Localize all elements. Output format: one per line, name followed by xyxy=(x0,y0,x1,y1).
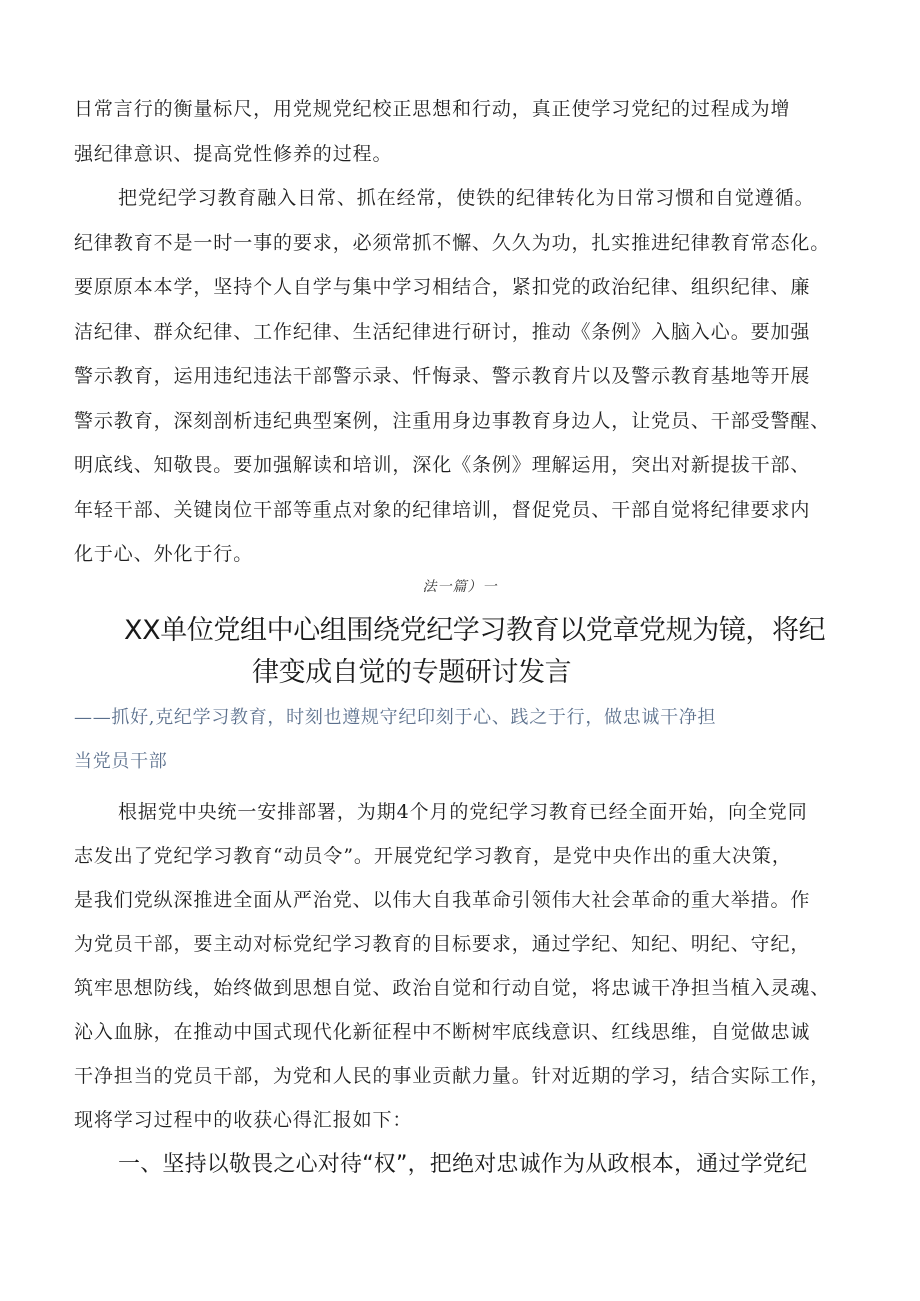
document-title: 律变成自觉的专题研讨发言 xyxy=(252,657,572,688)
paragraph-line: 筑牢思想防线，始终做到思想自觉、政治自觉和行动自觉，将忠诚干净担当植入灵魂、 xyxy=(74,977,831,999)
paragraph-line: 干净担当的党员干部，为党和人民的事业贡献力量。针对近期的学习，结合实际工作， xyxy=(74,1065,831,1087)
intro-line: 强纪律意识、提高党性修养的过程。 xyxy=(74,143,393,165)
document-subtitle: 当党员干部 xyxy=(74,751,168,772)
paragraph-line: 沁入血脉，在推动中国式现代化新征程中不断树牢底线意识、红线思维，自觉做忠诚 xyxy=(74,1021,811,1043)
paragraph-line: 要原原本本学，坚持个人自学与集中学习相结合，紧扣党的政治纪律、组织纪律、廉 xyxy=(74,276,811,298)
section-heading: 一、坚持以敬畏之心对待“权”，把绝对忠诚作为从政根本，通过学党纪 xyxy=(118,1152,808,1177)
paragraph-line: 警示教育，深刻剖析违纪典型案例，注重用身边事教育身边人，让党员、干部受警醒、 xyxy=(74,410,831,432)
paragraph-line: 年轻干部、关键岗位干部等重点对象的纪律培训，督促党员、干部自觉将纪律要求内 xyxy=(74,499,811,521)
paragraph-line: 明底线、知敬畏。要加强解读和培训，深化《条例》理解运用，突出对新提拔干部、 xyxy=(74,454,811,476)
paragraph-line: 为党员干部，要主动对标党纪学习教育的目标要求，通过学纪、知纪、明纪、守纪， xyxy=(74,933,811,955)
paragraph-line: 现将学习过程中的收获心得汇报如下： xyxy=(74,1109,413,1131)
document-subtitle: ——抓好,克纪学习教育，时刻也遵规守纪印刻于心、践之于行，做忠诚干净担 xyxy=(74,707,717,728)
document-title: XX单位党组中心组围绕党纪学习教育以党章党规为镜，将纪 xyxy=(124,615,826,646)
paragraph-line: 是我们党纵深推进全面从严治党、以伟大自我革命引领伟大社会革命的重大举措。作 xyxy=(74,889,811,911)
intro-line: 日常言行的衡量标尺，用党规党纪校正思想和行动，真正使学习党纪的过程成为增 xyxy=(74,98,791,120)
paragraph-line: 化于心、外化于行。 xyxy=(74,543,254,565)
paragraph-line: 志发出了党纪学习教育“动员令”。开展党纪学习教育，是党中央作出的重大决策， xyxy=(74,845,792,867)
paragraph-line: 把党纪学习教育融入日常、抓在经常，使铁的纪律转化为日常习惯和自觉遵循。 xyxy=(118,187,815,209)
paragraph-line: 根据党中央统一安排部署，为期4个月的党纪学习教育已经全面开始，向全党同 xyxy=(118,801,808,823)
paragraph-line: 纪律教育不是一时一事的要求，必须常抓不懈、久久为功，扎实推进纪律教育常态化。 xyxy=(74,232,831,254)
paragraph-line: 洁纪律、群众纪律、工作纪律、生活纪律进行研讨，推动《条例》入脑入心。要加强 xyxy=(74,321,811,343)
section-label: 法一篇）一 xyxy=(422,579,498,595)
paragraph-line: 警示教育，运用违纪违法干部警示录、忏悔录、警示教育片以及警示教育基地等开展 xyxy=(74,365,811,387)
